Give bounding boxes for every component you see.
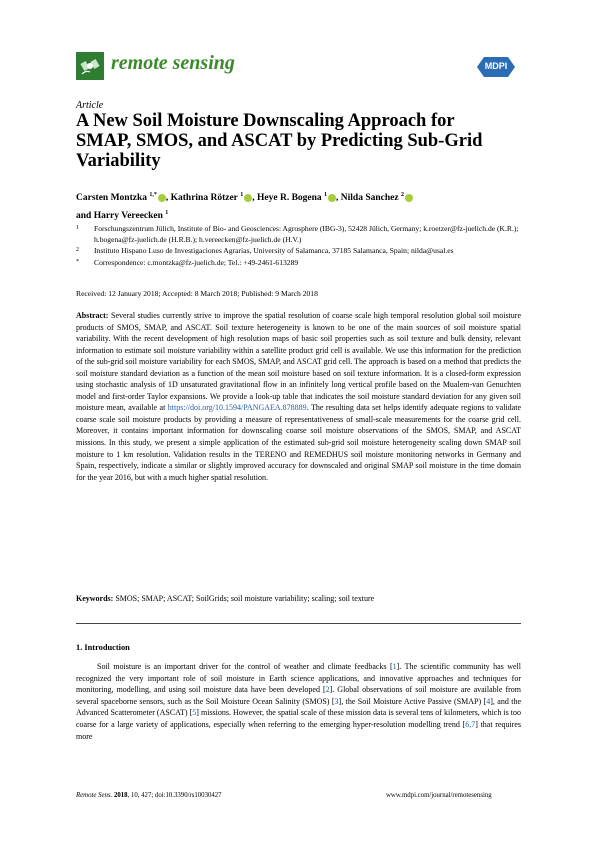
keywords-text: SMOS; SMAP; ASCAT; SoilGrids; soil moisture variability; scaling; soil texture: [115, 594, 375, 603]
author-list: Carsten Montzka $^{1,*}$ , Kathrina Rötzer $^1$ , Heye R. Bogena $^1$ , Nilda Sanchez $^2$ and Harry Vereecken $^1$: [76, 188, 526, 224]
correspondence-mark: *: [76, 258, 79, 265]
citation-link[interactable]: 1: [392, 662, 397, 671]
satellite-icon: [76, 52, 104, 80]
intro-text: ]. Global observations of soil moisture are available from several spaceborne sensors, such as the Soil Moisture Ocean Salinity (SMOS) [: [76, 685, 521, 706]
journal-logo: [76, 52, 104, 80]
introduction-paragraph: [76, 661, 521, 742]
affiliation-text: Instituto Hispano Luso de Investigaciones Agrarias, University of Salamanca, 37185 Salamanca, Spain; nilda@usal.es: [94, 246, 454, 256]
citation-link[interactable]: 2: [325, 685, 330, 695]
article-title: A New Soil Moisture Downscaling Approach for SMAP, SMOS, and ASCAT by Predicting Sub-Grid Variability: [76, 111, 483, 171]
affiliation-number: 2: [76, 247, 79, 254]
correspondence-item: [76, 257, 521, 268]
intro-text: ]. The scientific community has well recognized the very important role of soil moisture in Earth science applications, and innovative approaches and techniques for monitoring, modelling, and using soil moisture data have been developed [: [76, 662, 522, 695]
section-divider: [76, 623, 521, 624]
publication-dates: Received: 12 January 2018; Accepted: 8 March 2018; Published: 9 March 2018: [76, 289, 318, 298]
affiliations: [76, 223, 521, 268]
author-name: Harry Vereecken: [93, 211, 163, 222]
article-type: Article: [76, 100, 104, 111]
intro-text: ], and the Advanced Scatterometer (ASCAT) [: [76, 696, 522, 718]
author-affiliation-mark: 1,*: [149, 192, 157, 198]
publisher-logo: [476, 56, 516, 78]
author-name: Kathrina Rötzer: [170, 193, 238, 204]
author-affiliation-mark: 1: [165, 210, 169, 217]
keywords: [76, 594, 521, 603]
author-affiliation-mark: 2: [400, 192, 404, 198]
abstract-text-continued: . The resulting data set helps identify adequate regions to validate coarse scale soil moisture products by providing a measure of representativeness of small-scale measurements for the coarse grid cell. Moreover, it contains important information for downscaling coarse soil moisture observations of the SMOS, SMAP, and ASCAT missions. In this study, we present a simple application of the estimated sub-grid soil moisture heterogeneity scaling down SMAP soil moisture to 1 km resolution. Validation results in the TERENO and REMEDHUS soil moisture monitoring networks in Germany and Spain, respectively, indicate a similar or slightly improved accuracy for downscaled and original SMAP soil moisture in the time domain for the year 2016, but with a much higher spatial resolution.: [76, 403, 521, 482]
abstract-text: Several studies currently strive to improve the spatial resolution of coarse scale high temporal resolution global soil moisture products of SMOS, SMAP, and ASCAT. Soil texture heterogeneity is known to be one of the main sources of soil moisture spatial variability. With the recent development of high resolution maps of basic soil properties such as soil texture and bulk density, relevant information to estimate soil moisture variability within a satellite product grid cell is available. We use this information for the prediction of the sub-grid soil moisture variability for each SMOS, SMAP, and ASCAT grid cell. The approach is based on a method that predicts the soil moisture standard deviation as a function of the mean soil moisture based on soil texture information. It is a closed-form expression using stochastic analysis of 1D unsaturated gravitational flow in an infinitely long vertical profile based on the Mualem-van Genuchten model and first-order Taylor expansions. We provide a look-up table that indicates the soil moisture standard deviation for any given soil moisture mean, available at: [76, 311, 521, 413]
publisher-name: MDPI: [484, 61, 508, 71]
author-affiliation-mark: 1: [240, 192, 244, 198]
intro-text: ], the Soil Moisture Active Passive (SMAP) [: [338, 696, 487, 706]
abstract: [76, 310, 521, 483]
footer-citation: [76, 792, 222, 799]
citation-link[interactable]: 5: [192, 708, 197, 718]
affiliation-item: [76, 223, 521, 245]
intro-text: ] missions. However, the spatial scale of these mission data is several tens of kilometers, which is too coarse for a large variety of applications, especially when referring to the emerging hyper-resolution modelling trend [: [76, 708, 521, 729]
orcid-icon[interactable]: [328, 194, 336, 202]
author-name: Heye R. Bogena: [257, 193, 322, 204]
orcid-icon[interactable]: [405, 194, 413, 202]
keywords-label: Keywords:: [76, 594, 114, 603]
citation-link[interactable]: 4: [486, 696, 491, 706]
journal-name: remote sensing: [111, 52, 235, 74]
orcid-icon[interactable]: [158, 194, 166, 202]
affiliation-number: 1: [76, 225, 79, 231]
orcid-icon[interactable]: [244, 194, 252, 202]
dataset-doi-link[interactable]: https://doi.org/10.1594/PANGAEA.878889: [167, 403, 307, 413]
affiliation-item: [76, 245, 521, 256]
correspondence-text: Correspondence: c.montzka@fz-juelich.de; Tel.: +49-2461-613289: [94, 257, 299, 267]
author-affiliation-mark: 1: [324, 192, 328, 198]
footer-volume: , 10, 427; doi:10.3390/rs10030427: [127, 792, 222, 799]
footer-journal: Remote Sens.: [76, 792, 113, 799]
citation-link[interactable]: 6,7: [465, 719, 476, 729]
intro-text: Soil moisture is an important driver for the control of weather and climate feedbacks [: [97, 662, 393, 671]
footer-url[interactable]: www.mdpi.com/journal/remotesensing: [386, 792, 492, 799]
abstract-label: Abstract:: [76, 311, 109, 320]
footer-year: 2018: [113, 792, 128, 799]
citation-link[interactable]: 3: [334, 696, 339, 706]
section-heading: 1. Introduction: [76, 643, 130, 652]
author-name: Nilda Sanchez: [340, 193, 399, 204]
author-name: Carsten Montzka: [76, 193, 147, 204]
affiliation-text: Forschungszentrum Jülich, Institute of Bio- and Geosciences: Agrosphere (IBG-3), 52428 Jülich, Germany; k.roetzer@fz-juelich.de (K.R.); h.bogena@fz-juelich.de (H.R.B.); h.vereecken@fz-juelich.de (H.V.): [94, 224, 519, 245]
intro-text: ] that requires more: [76, 719, 521, 741]
